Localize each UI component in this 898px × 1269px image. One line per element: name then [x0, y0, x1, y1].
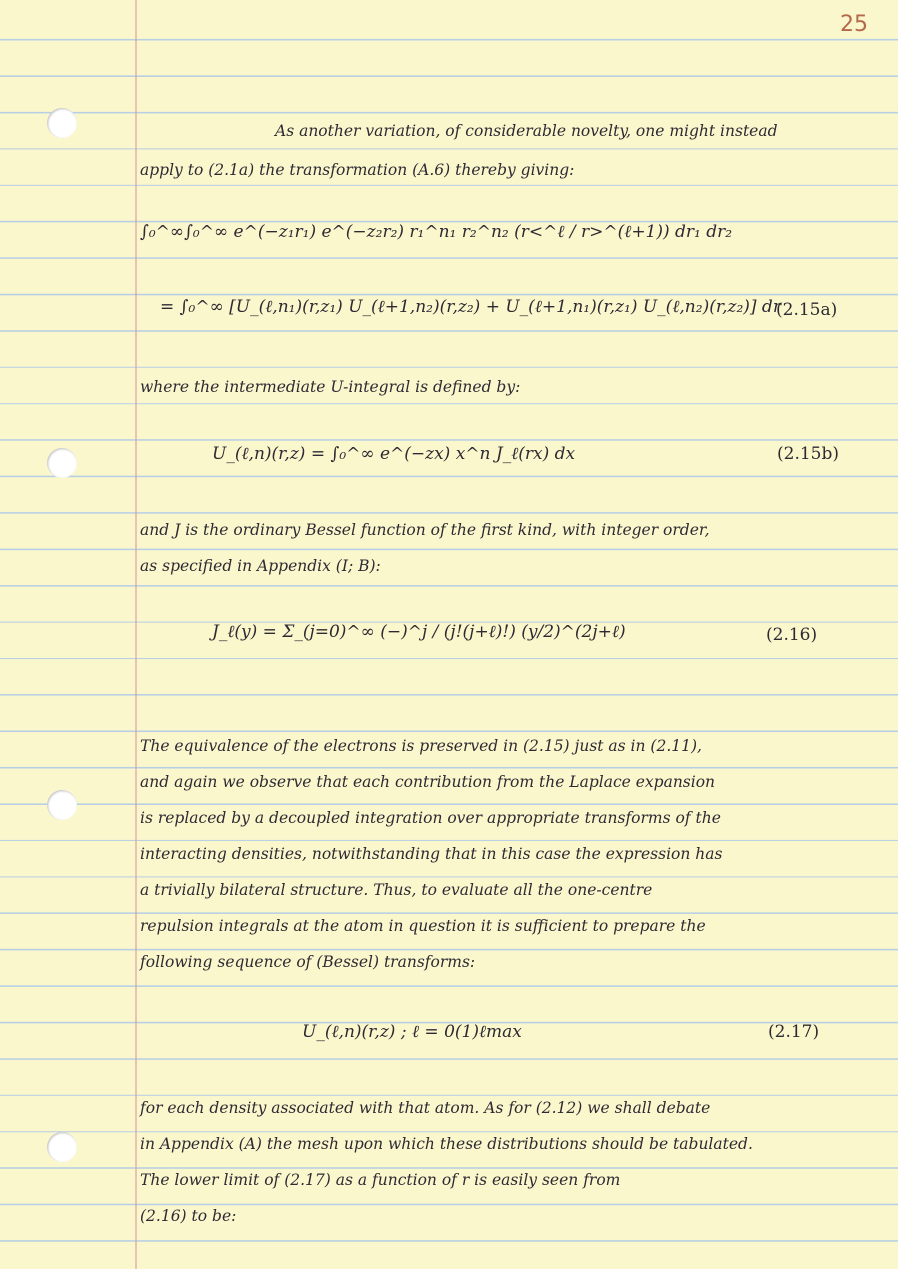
- equation-number: (2.16): [766, 625, 818, 645]
- text-line: and J is the ordinary Bessel function of the first kind, with integer order,: [140, 521, 710, 539]
- text-line: following sequence of (Bessel) transforms:: [140, 953, 476, 971]
- text-line: where the intermediate U-integral is defined by:: [140, 378, 521, 396]
- equation-number: (2.15b): [777, 444, 839, 464]
- text-line: and again we observe that each contribution from the Laplace expansion: [140, 773, 716, 791]
- text-line: repulsion integrals at the atom in question it is sufficient to prepare the: [140, 917, 706, 935]
- equation-2-15a-lhs: ∫₀^∞∫₀^∞ e^(−z₁r₁) e^(−z₂r₂) r₁^n₁ r₂^n₂ (r<^ℓ / r>^(ℓ+1)) dr₁ dr₂: [140, 222, 733, 242]
- text-line: is replaced by a decoupled integration over appropriate transforms of the: [140, 809, 721, 827]
- text-line: for each density associated with that atom. As for (2.12) we shall debate: [140, 1099, 711, 1117]
- punch-hole: [47, 448, 77, 478]
- text-line: The equivalence of the electrons is preserved in (2.15) just as in (2.11),: [140, 737, 702, 755]
- text-line: in Appendix (A) the mesh upon which these distributions should be tabulated.: [140, 1135, 753, 1153]
- equation-2-16: J_ℓ(y) = Σ_(j=0)^∞ (−)^j / (j!(j+ℓ)!) (y/2)^(2j+ℓ): [212, 622, 626, 642]
- text-line: The lower limit of (2.17) as a function of r is easily seen from: [140, 1171, 621, 1189]
- punch-hole: [47, 1132, 77, 1162]
- punch-hole: [47, 790, 77, 820]
- text-line: As another variation, of considerable novelty, one might instead: [275, 122, 778, 140]
- text-line: as specified in Appendix (I; B):: [140, 557, 381, 575]
- page-number: 25: [840, 12, 868, 37]
- margin-line: [135, 0, 137, 1269]
- punch-hole: [47, 108, 77, 138]
- text-line: (2.16) to be:: [140, 1207, 237, 1225]
- equation-number: (2.15a): [776, 300, 838, 320]
- text-line: interacting densities, notwithstanding that in this case the expression has: [140, 845, 723, 863]
- equation-2-17: U_(ℓ,n)(r,z) ; ℓ = 0(1)ℓmax: [302, 1022, 522, 1042]
- equation-2-15a-rhs: = ∫₀^∞ [U_(ℓ,n₁)(r,z₁) U_(ℓ+1,n₂)(r,z₂) + U_(ℓ+1,n₁)(r,z₁) U_(ℓ,n₂)(r,z₂)] dr: [160, 297, 781, 317]
- equation-number: (2.17): [768, 1022, 820, 1042]
- text-line: a trivially bilateral structure. Thus, to evaluate all the one-centre: [140, 881, 653, 899]
- text-line: apply to (2.1a) the transformation (A.6) thereby giving:: [140, 161, 575, 179]
- equation-2-15b: U_(ℓ,n)(r,z) = ∫₀^∞ e^(−zx) x^n J_ℓ(rx) dx: [212, 444, 576, 464]
